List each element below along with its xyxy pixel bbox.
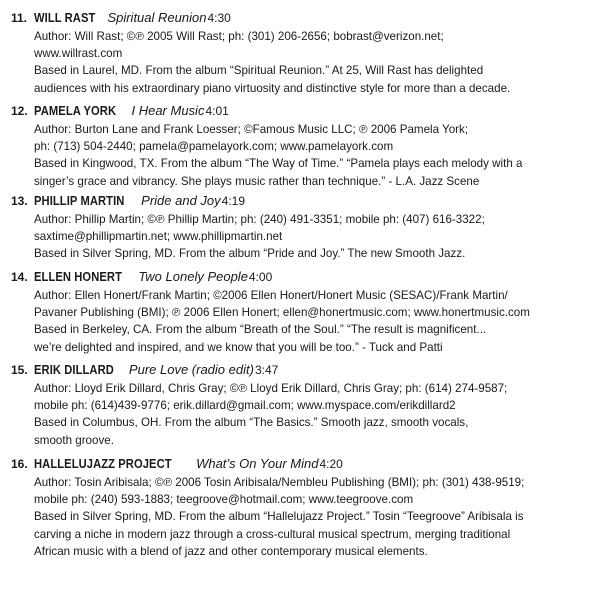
track-title: Two Lonely People [138,269,248,284]
credit-line: Based in Berkeley, CA. From the album “Breath of the Soul.” “The result is magnificent... [34,323,487,337]
track-credits [34,380,596,449]
credit-line: carving a niche in modern jazz through a cross-cultural musical spectrum, merging traditional [34,527,511,541]
track-heading [11,103,229,119]
track-title: Spiritual Reunion [107,10,207,25]
track-title: What’s On Your Mind [196,456,319,471]
credit-line: www.willrast.com [34,47,123,61]
track-number: 13. [11,194,28,208]
credit-line: singer’s grace and vibrancy. She plays music rather than technique.” - L.A. Jazz Scene [34,174,480,188]
credit-line: Based in Silver Spring, MD. From the album “Hallelujazz Project.” Tosin “Teegroove” Aribisala is [34,510,524,524]
credit-line: ph: (713) 504-2440; pamela@pamelayork.com; www.pamelayork.com [34,140,394,154]
credit-line: Author: Phillip Martin; ©℗ Phillip Martin; ph: (240) 491-3351; mobile ph: (407) 616-3322; [34,213,485,226]
credit-line: saxtime@phillipmartin.net; www.phillipmartin.net [34,230,283,244]
track-credits [34,121,596,190]
track-title: Pure Love (radio edit) [128,362,254,377]
track-heading [11,10,231,26]
track-credits [34,211,596,263]
track-credits [34,474,596,560]
credit-line: mobile ph: (614)439-9776; erik.dillard@gmail.com; www.myspace.com/erikdillard2 [34,399,456,413]
credit-line: Based in Silver Spring, MD. From the album “Pride and Joy.” The new Smooth Jazz. [34,247,466,261]
track-artist: PAMELA YORK [34,103,117,118]
track-number: 15. [11,363,28,377]
credit-line: Author: Tosin Aribisala; ©℗ 2006 Tosin Aribisala/Nembleu Publishing (BMI); ph: (301) 438-9519; [34,476,525,489]
track-duration: 3:47 [254,363,279,377]
track-duration: 4:00 [248,270,273,284]
track-artist: WILL RAST [34,10,96,25]
track-duration: 4:20 [319,457,343,471]
track-credits [34,287,596,356]
credit-line: Based in Laurel, MD. From the album “Spiritual Reunion.” At 25, Will Rast has delighted [34,64,484,78]
credit-line: mobile ph: (240) 593-1883; teegroove@hotmail.com; www.teegroove.com [34,493,414,507]
track-duration: 4:19 [221,194,246,208]
track-number: 12. [11,104,28,118]
credit-line: Based in Columbus, OH. From the album “The Basics.” Smooth jazz, smooth vocals, [34,416,469,430]
credit-line: Pavaner Publishing (BMI); ℗ 2006 Ellen Honert; ellen@honertmusic.com; www.honertmusic.com [34,306,530,320]
track-artist: ELLEN HONERT [34,269,122,284]
credit-line: smooth groove. [34,433,114,447]
track-number: 16. [11,457,28,471]
credit-line: Author: Will Rast; ©℗ 2005 Will Rast; ph: (301) 206-2656; bobrast@verizon.net; [34,30,444,43]
credit-line: African music with a blend of jazz and other contemporary musical elements. [34,544,428,558]
credit-line: audiences with his extraordinary piano virtuosity and distinctive style for more than a decade. [34,81,511,95]
track-heading [11,193,245,209]
track-heading [11,269,272,285]
track-number: 11. [11,11,28,25]
track-duration: 4:01 [205,104,229,118]
track-heading [11,362,278,378]
credit-line: Author: Burton Lane and Frank Loesser; ©Famous Music LLC; ℗ 2006 Pamela York; [34,123,469,136]
track-artist: PHILLIP MARTIN [34,193,125,208]
track-artist: HALLELUJAZZ PROJECT [34,456,172,471]
credit-line: Author: Ellen Honert/Frank Martin; ©2006 Ellen Honert/Honert Music (SESAC)/Frank Martin/ [34,289,508,302]
track-duration: 4:30 [207,11,231,25]
track-title: I Hear Music [131,103,205,118]
track-credits [34,28,596,97]
track-heading [11,456,343,472]
credit-line: we’re delighted and inspired, and we know that you will be too.” - Tuck and Patti [34,340,443,354]
track-artist: ERIK DILLARD [34,362,114,377]
credit-line: Based in Kingwood, TX. From the album “The Way of Time.” “Pamela plays each melody with a [34,157,523,171]
credit-line: Author: Lloyd Erik Dillard, Chris Gray; ©℗ Lloyd Erik Dillard, Chris Gray; ph: (614) 274-9587; [34,382,508,395]
track-number: 14. [11,270,28,284]
track-title: Pride and Joy [141,193,221,208]
